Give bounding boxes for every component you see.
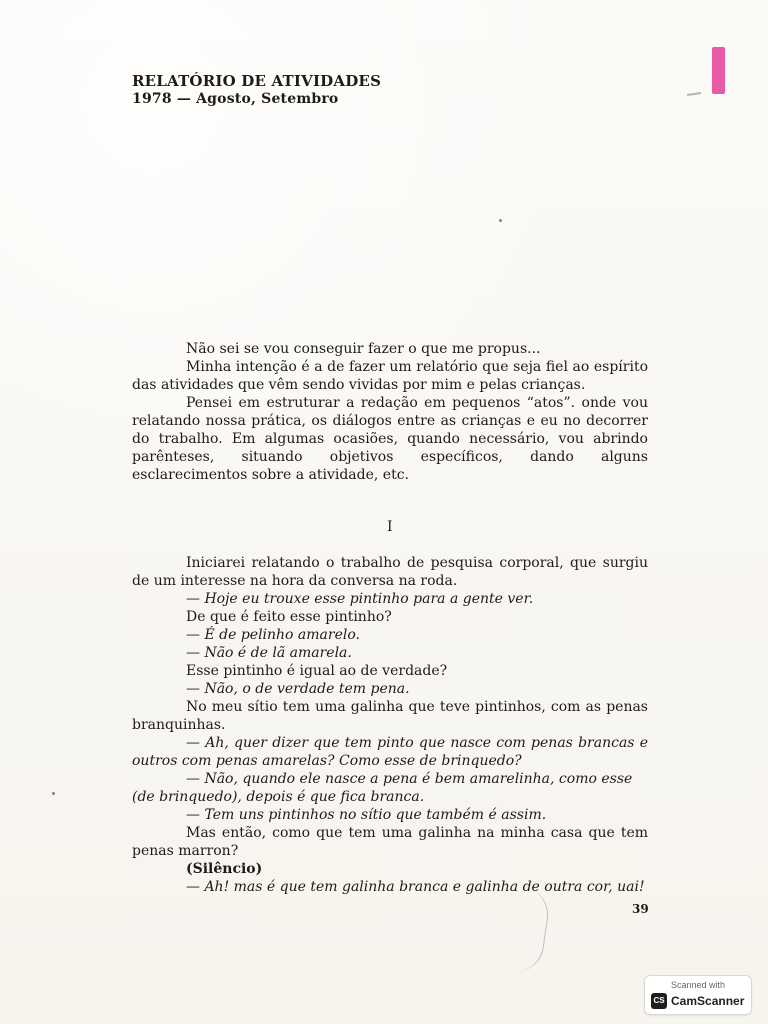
dialogue-line: Mas então, como que tem uma galinha na minha casa que tem penas marron? <box>132 825 648 859</box>
opening-paragraph: Iniciarei relatando o trabalho de pesquisa corporal, que surgiu de um interesse na hora da conversa na roda. <box>132 555 648 589</box>
silence-note: (Silêncio) <box>186 861 263 877</box>
dialogue-line: — Não, o de verdade tem pena. <box>186 681 410 697</box>
document-title: RELATÓRIO DE ATIVIDADES <box>132 72 382 90</box>
dialogue-line: (de brinquedo), depois é que fica branca. <box>132 789 425 805</box>
dialogue-line: No meu sítio tem uma galinha que teve pintinhos, com as penas branquinhas. <box>132 699 648 733</box>
intro-paragraph-3: Pensei em estruturar a redação em pequenos “atos”. onde vou relatando nossa prática, os diálogos entre as crianças e eu no decorrer do trabalho. Em algumas ocasiões, quando necessário, vou abrindo parênteses, situando objetivos específicos, dando alguns esclarecimentos sobre a atividade, etc. <box>132 395 648 483</box>
document-body <box>132 340 648 896</box>
document-header <box>132 73 452 107</box>
watermark-brand-text: CamScanner <box>671 994 745 1008</box>
dialogue-line: — Hoje eu trouxe esse pintinho para a gente ver. <box>186 591 534 607</box>
intro-paragraph-1: Não sei se vou conseguir fazer o que me propus... <box>186 341 541 357</box>
watermark-brand-row <box>651 993 745 1009</box>
pen-stroke <box>511 886 552 975</box>
dialogue-line: — Não, quando ele nasce a pena é bem amarelinha, como esse <box>186 771 633 787</box>
camscanner-icon: CS <box>651 993 667 1009</box>
dialogue-line: — É de pelinho amarelo. <box>186 627 360 643</box>
dialogue-line: — Não é de lã amarela. <box>186 645 352 661</box>
pink-highlight-mark <box>712 47 725 94</box>
section-marker: I <box>386 519 394 535</box>
dialogue-line: — Ah! mas é que tem galinha branca e galinha de outra cor, uai! <box>186 879 645 895</box>
ink-speck <box>499 219 502 222</box>
dialogue-block <box>132 554 648 896</box>
small-dash-mark <box>687 92 701 96</box>
intro-block <box>132 340 648 484</box>
watermark-top-text: Scanned with <box>670 980 726 990</box>
dialogue-line: — Ah, quer dizer que tem pinto que nasce com penas brancas e outros com penas amarelas? Como esse de brinquedo? <box>132 735 648 769</box>
page-number: 39 <box>632 902 649 916</box>
camscanner-watermark <box>644 975 752 1015</box>
ink-speck <box>52 792 55 795</box>
document-subtitle: 1978 — Agosto, Setembro <box>132 90 339 107</box>
dialogue-line: — Tem uns pintinhos no sítio que também é assim. <box>186 807 547 823</box>
dialogue-line: De que é feito esse pintinho? <box>186 609 392 625</box>
intro-paragraph-2: Minha intenção é a de fazer um relatório que seja fiel ao espírito das atividades que vêm sendo vividas por mim e pelas crianças. <box>132 359 648 393</box>
dialogue-line: Esse pintinho é igual ao de verdade? <box>186 663 448 679</box>
